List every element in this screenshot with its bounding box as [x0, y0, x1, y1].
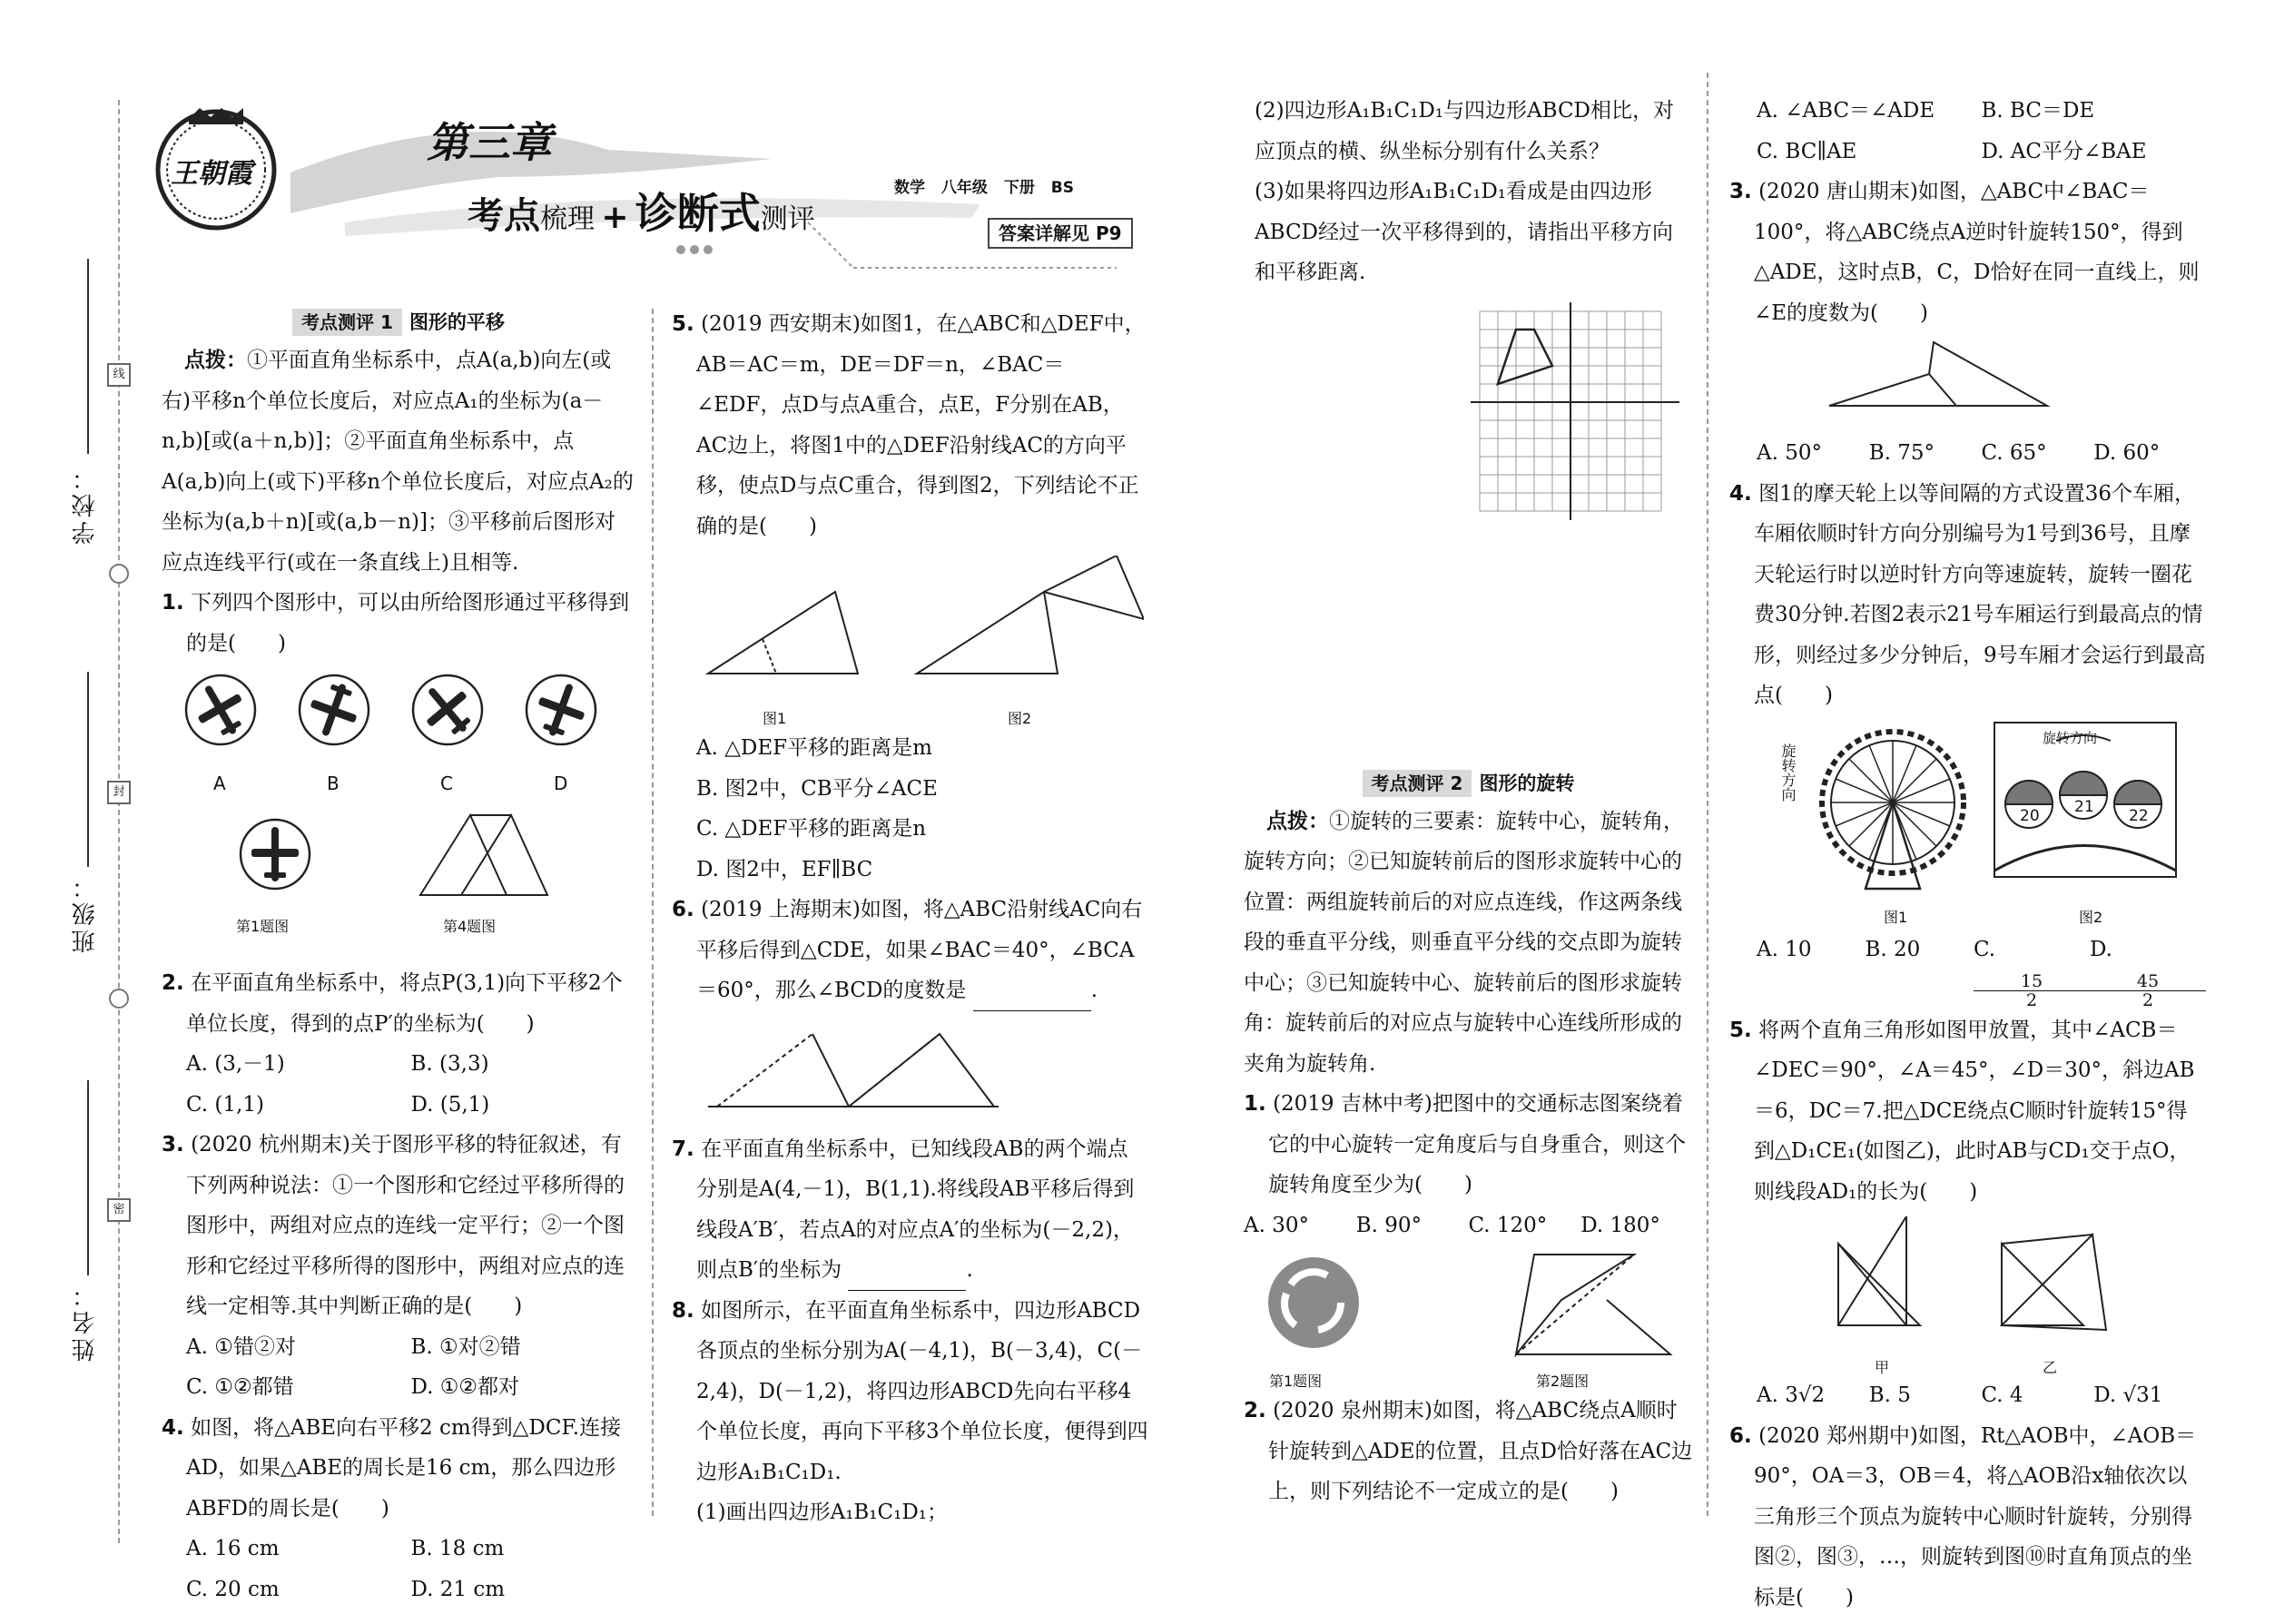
option[interactable]: A. 30°	[1244, 1213, 1309, 1237]
tip-label: 点拨：	[1266, 809, 1329, 833]
c3-q1-q2-figures	[1244, 1245, 1693, 1391]
denominator: 2	[1974, 990, 2090, 1009]
answer-blank[interactable]	[973, 989, 1091, 1011]
option[interactable]: A. 3√2	[1757, 1383, 1826, 1407]
answer-blank[interactable]	[848, 1268, 966, 1291]
ferris-wheel-figure	[1811, 721, 1974, 893]
option[interactable]: D. 60°	[2093, 441, 2161, 465]
c2-q5-opt-a[interactable]: A. △DEF平移的距离是m	[696, 736, 932, 760]
q1-option-label-b: B	[327, 773, 340, 794]
c4-q3-options	[1729, 433, 2206, 474]
c4-q5-options	[1729, 1375, 2206, 1416]
q-text: (2019 吉林中考)把图中的交通标志图案绕着它的中心旋转一定角度后与自身重合，则这个旋转角度至少为( )	[1268, 1092, 1686, 1196]
q4-figure	[411, 804, 566, 904]
figure-yi-caption: 乙	[2043, 1359, 2058, 1376]
q5-fig1-caption: 图1	[763, 710, 787, 727]
option[interactable]: C. 4	[1981, 1383, 2023, 1407]
tip-label: 点拨：	[184, 349, 247, 372]
chapter-title: 第三章	[427, 118, 552, 167]
option[interactable]: C. BC∥AE	[1757, 139, 1857, 163]
section2-tip	[1244, 802, 1693, 1085]
c4-q3-figure	[1729, 333, 2206, 433]
option[interactable]: C. 65°	[1981, 441, 2047, 465]
c1-q3-options-row2	[162, 1367, 635, 1408]
c3-q8-sub3: (3)如果将四边形A₁B₁C₁D₁看成是由四边形ABCD经过一次平移得到的，请指出平移方向和平移距离.	[1255, 180, 1673, 284]
option[interactable]: B. 18 cm	[410, 1537, 505, 1560]
q-number: 1.	[1244, 1092, 1266, 1116]
ferris-direction-label: 旋转方向	[1779, 743, 1797, 802]
book-meta: 数学 八年级 下册 BS	[894, 179, 1074, 197]
c4-q6	[1729, 1416, 2206, 1619]
section1-tip	[162, 340, 635, 583]
option[interactable]: B. ①对②错	[410, 1334, 521, 1359]
q-number: 1.	[162, 591, 184, 615]
section1-badge: 考点测评 1	[292, 309, 402, 336]
c2-q8-sub1: (1)画出四边形A₁B₁C₁D₁；	[696, 1501, 949, 1524]
option[interactable]: B. 20	[1865, 937, 1921, 961]
c2-q5-opt-b[interactable]: B. 图2中，CB平分∠ACE	[696, 776, 938, 801]
option-letter: C.	[1974, 937, 1996, 961]
c1-q3	[162, 1125, 635, 1327]
answer-ref-box: 答案详解见 P9	[988, 218, 1133, 249]
cut-mark-line: 线	[107, 363, 131, 387]
c4-q3-rotation-figure	[1820, 338, 2065, 424]
q-number: 6.	[1729, 1423, 1752, 1448]
c1-q2-options-row1	[162, 1044, 635, 1085]
q-text: (2020 泉州期末)如图，将△ABC绕点A顺时针旋转到△ADE的位置，且点D恰好落在AC边上，则下列结论不一定成立的是( )	[1268, 1399, 1693, 1503]
section2-badge: 考点测评 2	[1363, 770, 1472, 797]
q1-option-label-d: D	[554, 773, 568, 794]
q-number: 5.	[1729, 1018, 1752, 1042]
figure-jia	[1829, 1216, 1938, 1334]
option[interactable]: B. 5	[1868, 1383, 1911, 1407]
option[interactable]: D. √31	[2093, 1383, 2163, 1407]
q-text: (2019 西安期末)如图1，在△ABC和△DEF中，AB＝AC＝m，DE＝DF＝n，∠BAC＝∠EDF，点D与点A重合，点E，F分别在AB，AC边上，将图1中的△DEF沿射线AC的方向平移，使点D与点C重合，得到图2，下列结论不正确的是( )	[696, 312, 1146, 538]
c3-fig1-caption: 第1题图	[1269, 1373, 1323, 1390]
tip-text: ①旋转的三要素：旋转中心，旋转角，旋转方向；②已知旋转前后的图形求旋转中心的位置：两组旋转前后的对应点连线，作这两条线段的垂直平分线，则垂直平分线的交点即为旋转中心；③已知旋转中心、旋转前后的图形求旋转角：旋转前后的对应点与旋转中心连线所形成的夹角为旋转角.	[1244, 809, 1684, 1076]
fig1-caption: 第1题图	[236, 918, 290, 935]
title-part-kaodian: 考点	[468, 195, 540, 237]
column-4	[1729, 91, 2206, 1618]
numerator: 15	[2020, 970, 2043, 991]
option-letter: D.	[2090, 937, 2112, 961]
logo-text: 王朝霞	[171, 158, 252, 190]
q-text: (2020 郑州期中)如图，Rt△AOB中，∠AOB＝90°，OA＝3，OB＝4，将△AOB沿x轴依次以三角形三个顶点为旋转中心顺时针旋转，分别得图②，图③，…，则旋转到图⑩时直角顶点的坐标是( )	[1754, 1423, 2197, 1609]
option[interactable]: C. ①②都错	[186, 1375, 294, 1399]
q-text: 如图所示，在平面直角坐标系中，四边形ABCD各顶点的坐标分别为A(－4,1)，B(－3,4)，C(－2,4)，D(－1,2)，将四边形ABCD先向右平移4个单位长度，再向下平移3个单位长度，便得到四边形A₁B₁C₁D₁.	[696, 1298, 1148, 1484]
c3-q1	[1244, 1084, 1693, 1206]
name-blank[interactable]	[87, 1080, 89, 1275]
traffic-sign-icon	[1264, 1253, 1364, 1353]
given-airplane-figure	[234, 813, 316, 895]
binding-hole-icons	[107, 563, 131, 1017]
q-number: 5.	[672, 312, 694, 336]
class-blank[interactable]	[87, 672, 89, 867]
c4-q4-options	[1729, 930, 2206, 1010]
figure-jia-caption: 甲	[1875, 1359, 1890, 1376]
q-number: 2.	[162, 971, 184, 995]
coordinate-grid	[1462, 302, 1707, 538]
c2-q7: 7. 在平面直角坐标系中，已知线段AB的两个端点分别是A(4,－1)，B(1,1).将线段AB平移后得到线段A′B′，若点A的对应点A′的坐标为(－2,2)，则点B′的坐标为 .	[672, 1129, 1148, 1291]
q1-option-label-c: C	[440, 773, 453, 794]
c4-q4-figures	[1729, 716, 2206, 930]
q8-grid-figure	[1244, 293, 1693, 547]
option[interactable]: D. AC平分∠BAE	[1981, 139, 2147, 163]
car-number-22: 22	[2129, 806, 2149, 825]
c3-q2	[1244, 1391, 1693, 1512]
c4-q2-options-row2	[1729, 132, 2206, 172]
fraction	[2090, 972, 2206, 1009]
section-main-title	[468, 189, 815, 242]
q-text: 下列四个图形中，可以由所给图形通过平移得到的是( )	[186, 591, 630, 655]
c3-q2-rotation-figure	[1498, 1245, 1679, 1363]
col-divider-1	[652, 309, 654, 1516]
q-text: 图1的摩天轮上以等间隔的方式设置36个车厢，车厢依顺时针方向分别编号为1号到36号，且摩天轮运行时以逆时针方向等速旋转，旋转一圈花费30分钟.若图2表示21号车厢运行到最高点的情形，则经过多少分钟后，9号车厢才会运行到最高点( )	[1754, 481, 2206, 707]
title-part-cebing: 测评	[760, 203, 815, 235]
c4-q5	[1729, 1010, 2206, 1213]
c4-fig2-caption: 图2	[2079, 908, 2103, 926]
school-label: 学校：	[72, 463, 99, 545]
option[interactable]: C. (1,1)	[186, 1092, 264, 1117]
option[interactable]: B. (3,3)	[410, 1052, 489, 1076]
option[interactable]: A. ①错②对	[186, 1334, 296, 1359]
c2-q5-opt-d[interactable]: D. 图2中，EF∥BC	[696, 857, 873, 881]
option[interactable]: D. 21 cm	[410, 1577, 506, 1601]
option[interactable]	[1974, 930, 2090, 1010]
option[interactable]: D. (5,1)	[410, 1092, 490, 1117]
option[interactable]	[2090, 930, 2206, 1010]
c4-q2-options-row1	[1729, 91, 2206, 132]
name-label: 姓名：	[72, 1280, 99, 1362]
c4-fig1-caption: 图1	[1884, 908, 1908, 926]
q-number: 8.	[672, 1298, 694, 1323]
c1-q3-options-row1	[162, 1327, 635, 1368]
title-part-zhenduan: 诊断式	[635, 189, 761, 238]
q-text: 在平面直角坐标系中，将点P(3,1)向下平移2个单位长度，得到的点P′的坐标为( )	[186, 971, 623, 1036]
q6-figure	[672, 1011, 1148, 1129]
c3-q1-options	[1244, 1206, 1693, 1246]
school-blank[interactable]	[87, 259, 89, 454]
option[interactable]: B. 90°	[1355, 1213, 1423, 1237]
c2-q6: 6. (2019 上海期末)如图，将△ABC沿射线AC向右平移后得到△CDE，如果∠BAC＝40°，∠BCA＝60°，那么∠BCD的度数是 .	[672, 890, 1148, 1011]
q-text: (2020 唐山期末)如图，△ABC中∠BAC＝100°，将△ABC绕点A逆时针旋转150°，得到△ADE，这时点B，C，D恰好在同一直线上，则∠E的度数为( )	[1754, 180, 2200, 325]
q6-triangle-figure	[708, 1016, 1135, 1120]
q5-translation-figure	[690, 556, 1144, 692]
c3-fig2-caption: 第2题图	[1536, 1373, 1590, 1390]
section1-title: 图形的平移	[409, 311, 505, 333]
c1-q2-options-row2	[162, 1085, 635, 1126]
option[interactable]: A. (3,－1)	[186, 1052, 285, 1076]
q-number: 4.	[162, 1415, 184, 1440]
c1-q2	[162, 963, 635, 1044]
option[interactable]: A. 16 cm	[186, 1537, 280, 1560]
c4-q4	[1729, 474, 2206, 716]
q-number: 2.	[1244, 1399, 1266, 1422]
option[interactable]: C. 120°	[1468, 1213, 1548, 1237]
c1-q4-options-row2	[162, 1570, 635, 1610]
q-text: 如图，将△ABE向右平移2 cm得到△DCF.连接AD，如果△ABE的周长是16 cm，那么四边形ABFD的周长是( )	[186, 1415, 622, 1521]
q5-fig2-caption: 图2	[1008, 710, 1032, 727]
q-text: 将两个直角三角形如图甲放置，其中∠ACB＝∠DEC＝90°，∠A＝45°，∠D＝30°，斜边AB＝6，DC＝7.把△DCE绕点C顺时针旋转15°得到△D₁CE₁(如图乙)，此时AB与CD₁交于点O，则线段AD₁的长为( )	[1754, 1018, 2195, 1204]
q5-figures	[672, 546, 1148, 728]
column-2	[672, 304, 1148, 1533]
c2-q5-opt-c[interactable]: C. △DEF平移的距离是n	[696, 817, 927, 841]
q1-figures	[162, 664, 635, 963]
q1-option-label-a: A	[213, 773, 226, 794]
q-number: 7.	[672, 1137, 694, 1161]
column-3	[1244, 91, 1693, 1512]
c3-q8-sub2: (2)四边形A₁B₁C₁D₁与四边形ABCD相比，对应顶点的横、纵坐标分别有什么关系？	[1255, 99, 1674, 163]
c1-q4-options-row1	[162, 1529, 635, 1570]
cut-mark-seal: 封	[107, 781, 131, 804]
q-number: 3.	[162, 1133, 184, 1156]
fig4-caption: 第4题图	[443, 918, 497, 935]
fraction	[1974, 972, 2090, 1009]
c4-q3	[1729, 172, 2206, 333]
c2-q8	[672, 1291, 1148, 1493]
q-text: 在平面直角坐标系中，已知线段AB的两个端点分别是A(4,－1)，B(1,1).将线段AB平移后得到线段A′B′，若点A的对应点A′的坐标为(－2,2)，则点B′的坐标为	[696, 1137, 1135, 1282]
car-number-20: 20	[2020, 806, 2040, 825]
section2-title: 图形的旋转	[1479, 772, 1575, 794]
cut-mark-secret: 密	[107, 1198, 131, 1222]
col-divider-2	[1707, 73, 1708, 1516]
q-text: (2019 上海期末)如图，将△ABC沿射线AC向右平移后得到△CDE，如果∠BAC＝40°，∠BCA＝60°，那么∠BCD的度数是	[696, 898, 1143, 1002]
q-text: (2020 杭州期末)关于图形平移的特征叙述，有下列两种说法：①一个图形和它经过平移所得的图形中，两组对应点的连线一定平行；②一个图形和它经过平移所得的图形中，两组对应点的连线一定相等.其中判断正确的是( )	[186, 1133, 625, 1318]
c1-q1	[162, 583, 635, 664]
q-number: 3.	[1729, 180, 1752, 203]
class-label: 班级：	[72, 871, 99, 953]
title-part-plus: +	[601, 199, 629, 236]
ferris-direction-label-2: 旋转方向	[2043, 729, 2098, 746]
c4-q5-figures	[1729, 1212, 2206, 1375]
option[interactable]: B. 75°	[1868, 441, 1935, 465]
column-1	[162, 304, 635, 1609]
airplane-options-figure	[184, 669, 629, 760]
car-number-21: 21	[2074, 797, 2094, 816]
denominator: 2	[2090, 990, 2206, 1009]
option[interactable]: D. 180°	[1580, 1213, 1660, 1237]
option[interactable]: A. 10	[1757, 937, 1812, 961]
q-number: 6.	[672, 898, 694, 921]
option[interactable]: C. 20 cm	[186, 1577, 280, 1601]
figure-yi	[1993, 1225, 2120, 1334]
option[interactable]: B. BC＝DE	[1981, 99, 2095, 123]
numerator: 45	[2136, 970, 2160, 991]
option[interactable]: A. 50°	[1757, 441, 1822, 465]
q-number: 4.	[1729, 481, 1752, 506]
option[interactable]: D. ①②都对	[410, 1375, 519, 1399]
c2-q5	[672, 304, 1148, 546]
c1-q4	[162, 1408, 635, 1530]
tip-text: ①平面直角坐标系中，点A(a,b)向左(或右)平移n个单位长度后，对应点A₁的坐标为(a－n,b)[或(a＋n,b)]；②平面直角坐标系中，点A(a,b)向上(或下)平移n个单位长度后，对应点A₂的坐标为(a,b＋n)[或(a,b－n)]；③平移前后图形对应点连线平行(或在一条直线上)且相等.	[162, 349, 634, 575]
option[interactable]: A. ∠ABC＝∠ADE	[1757, 99, 1935, 123]
title-part-shuli: 梳理	[540, 203, 595, 235]
